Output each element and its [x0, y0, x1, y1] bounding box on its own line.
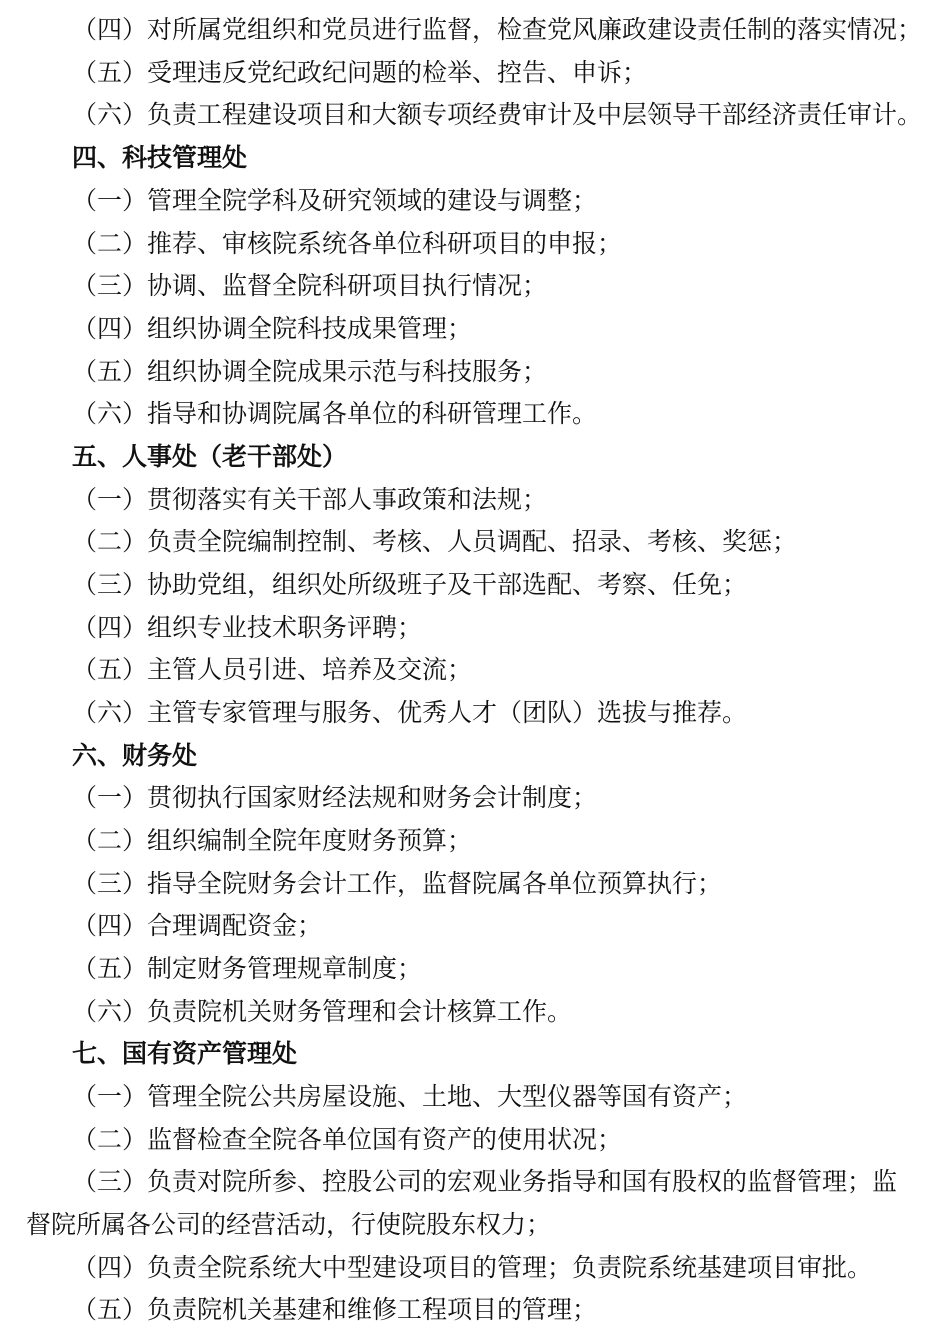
- list-item-continuation: 督院所属各公司的经营活动，行使院股东权力；: [26, 1210, 552, 1239]
- list-item: （三）负责对院所参、控股公司的宏观业务指导和国有股权的监督管理；监: [72, 1167, 898, 1196]
- list-item: （二）监督检查全院各单位国有资产的使用状况；: [72, 1125, 623, 1154]
- list-item: （四）组织协调全院科技成果管理；: [72, 314, 473, 343]
- list-item: （三）指导全院财务会计工作，监督院属各单位预算执行；: [72, 869, 723, 898]
- list-item: （一）管理全院学科及研究领域的建设与调整；: [72, 186, 598, 215]
- list-item: （二）推荐、审核院系统各单位科研项目的申报；: [72, 229, 623, 258]
- list-item: （六）负责院机关财务管理和会计核算工作。: [72, 997, 573, 1026]
- section-heading: 四、科技管理处: [72, 143, 248, 172]
- list-item: （三）协调、监督全院科研项目执行情况；: [72, 271, 548, 300]
- list-item: （二）负责全院编制控制、考核、人员调配、招录、考核、奖惩；: [72, 527, 798, 556]
- list-item: （五）主管人员引进、培养及交流；: [72, 655, 473, 684]
- section-heading: 六、财务处: [72, 741, 198, 770]
- list-item: （四）组织专业技术职务评聘；: [72, 613, 423, 642]
- list-item: （五）负责院机关基建和维修工程项目的管理；: [72, 1295, 598, 1324]
- list-item: （五）组织协调全院成果示范与科技服务；: [72, 357, 548, 386]
- list-item: （四）对所属党组织和党员进行监督，检查党风廉政建设责任制的落实情况；: [72, 15, 923, 44]
- list-item: （一）管理全院公共房屋设施、土地、大型仪器等国有资产；: [72, 1082, 748, 1111]
- list-item: （四）负责全院系统大中型建设项目的管理；负责院系统基建项目审批。: [72, 1253, 873, 1282]
- list-item: （五）制定财务管理规章制度；: [72, 954, 423, 983]
- list-item: （六）主管专家管理与服务、优秀人才（团队）选拔与推荐。: [72, 698, 748, 727]
- section-heading: 五、人事处（老干部处）: [72, 442, 348, 471]
- list-item: （三）协助党组，组织处所级班子及干部选配、考察、任免；: [72, 570, 748, 599]
- list-item: （六）指导和协调院属各单位的科研管理工作。: [72, 399, 598, 428]
- list-item: （四）合理调配资金；: [72, 911, 323, 940]
- list-item: （二）组织编制全院年度财务预算；: [72, 826, 473, 855]
- list-item: （一）贯彻执行国家财经法规和财务会计制度；: [72, 783, 598, 812]
- section-heading: 七、国有资产管理处: [72, 1039, 298, 1068]
- list-item: （一）贯彻落实有关干部人事政策和法规；: [72, 485, 548, 514]
- list-item: （五）受理违反党纪政纪问题的检举、控告、申诉；: [72, 58, 648, 87]
- list-item: （六）负责工程建设项目和大额专项经费审计及中层领导干部经济责任审计。: [72, 100, 923, 129]
